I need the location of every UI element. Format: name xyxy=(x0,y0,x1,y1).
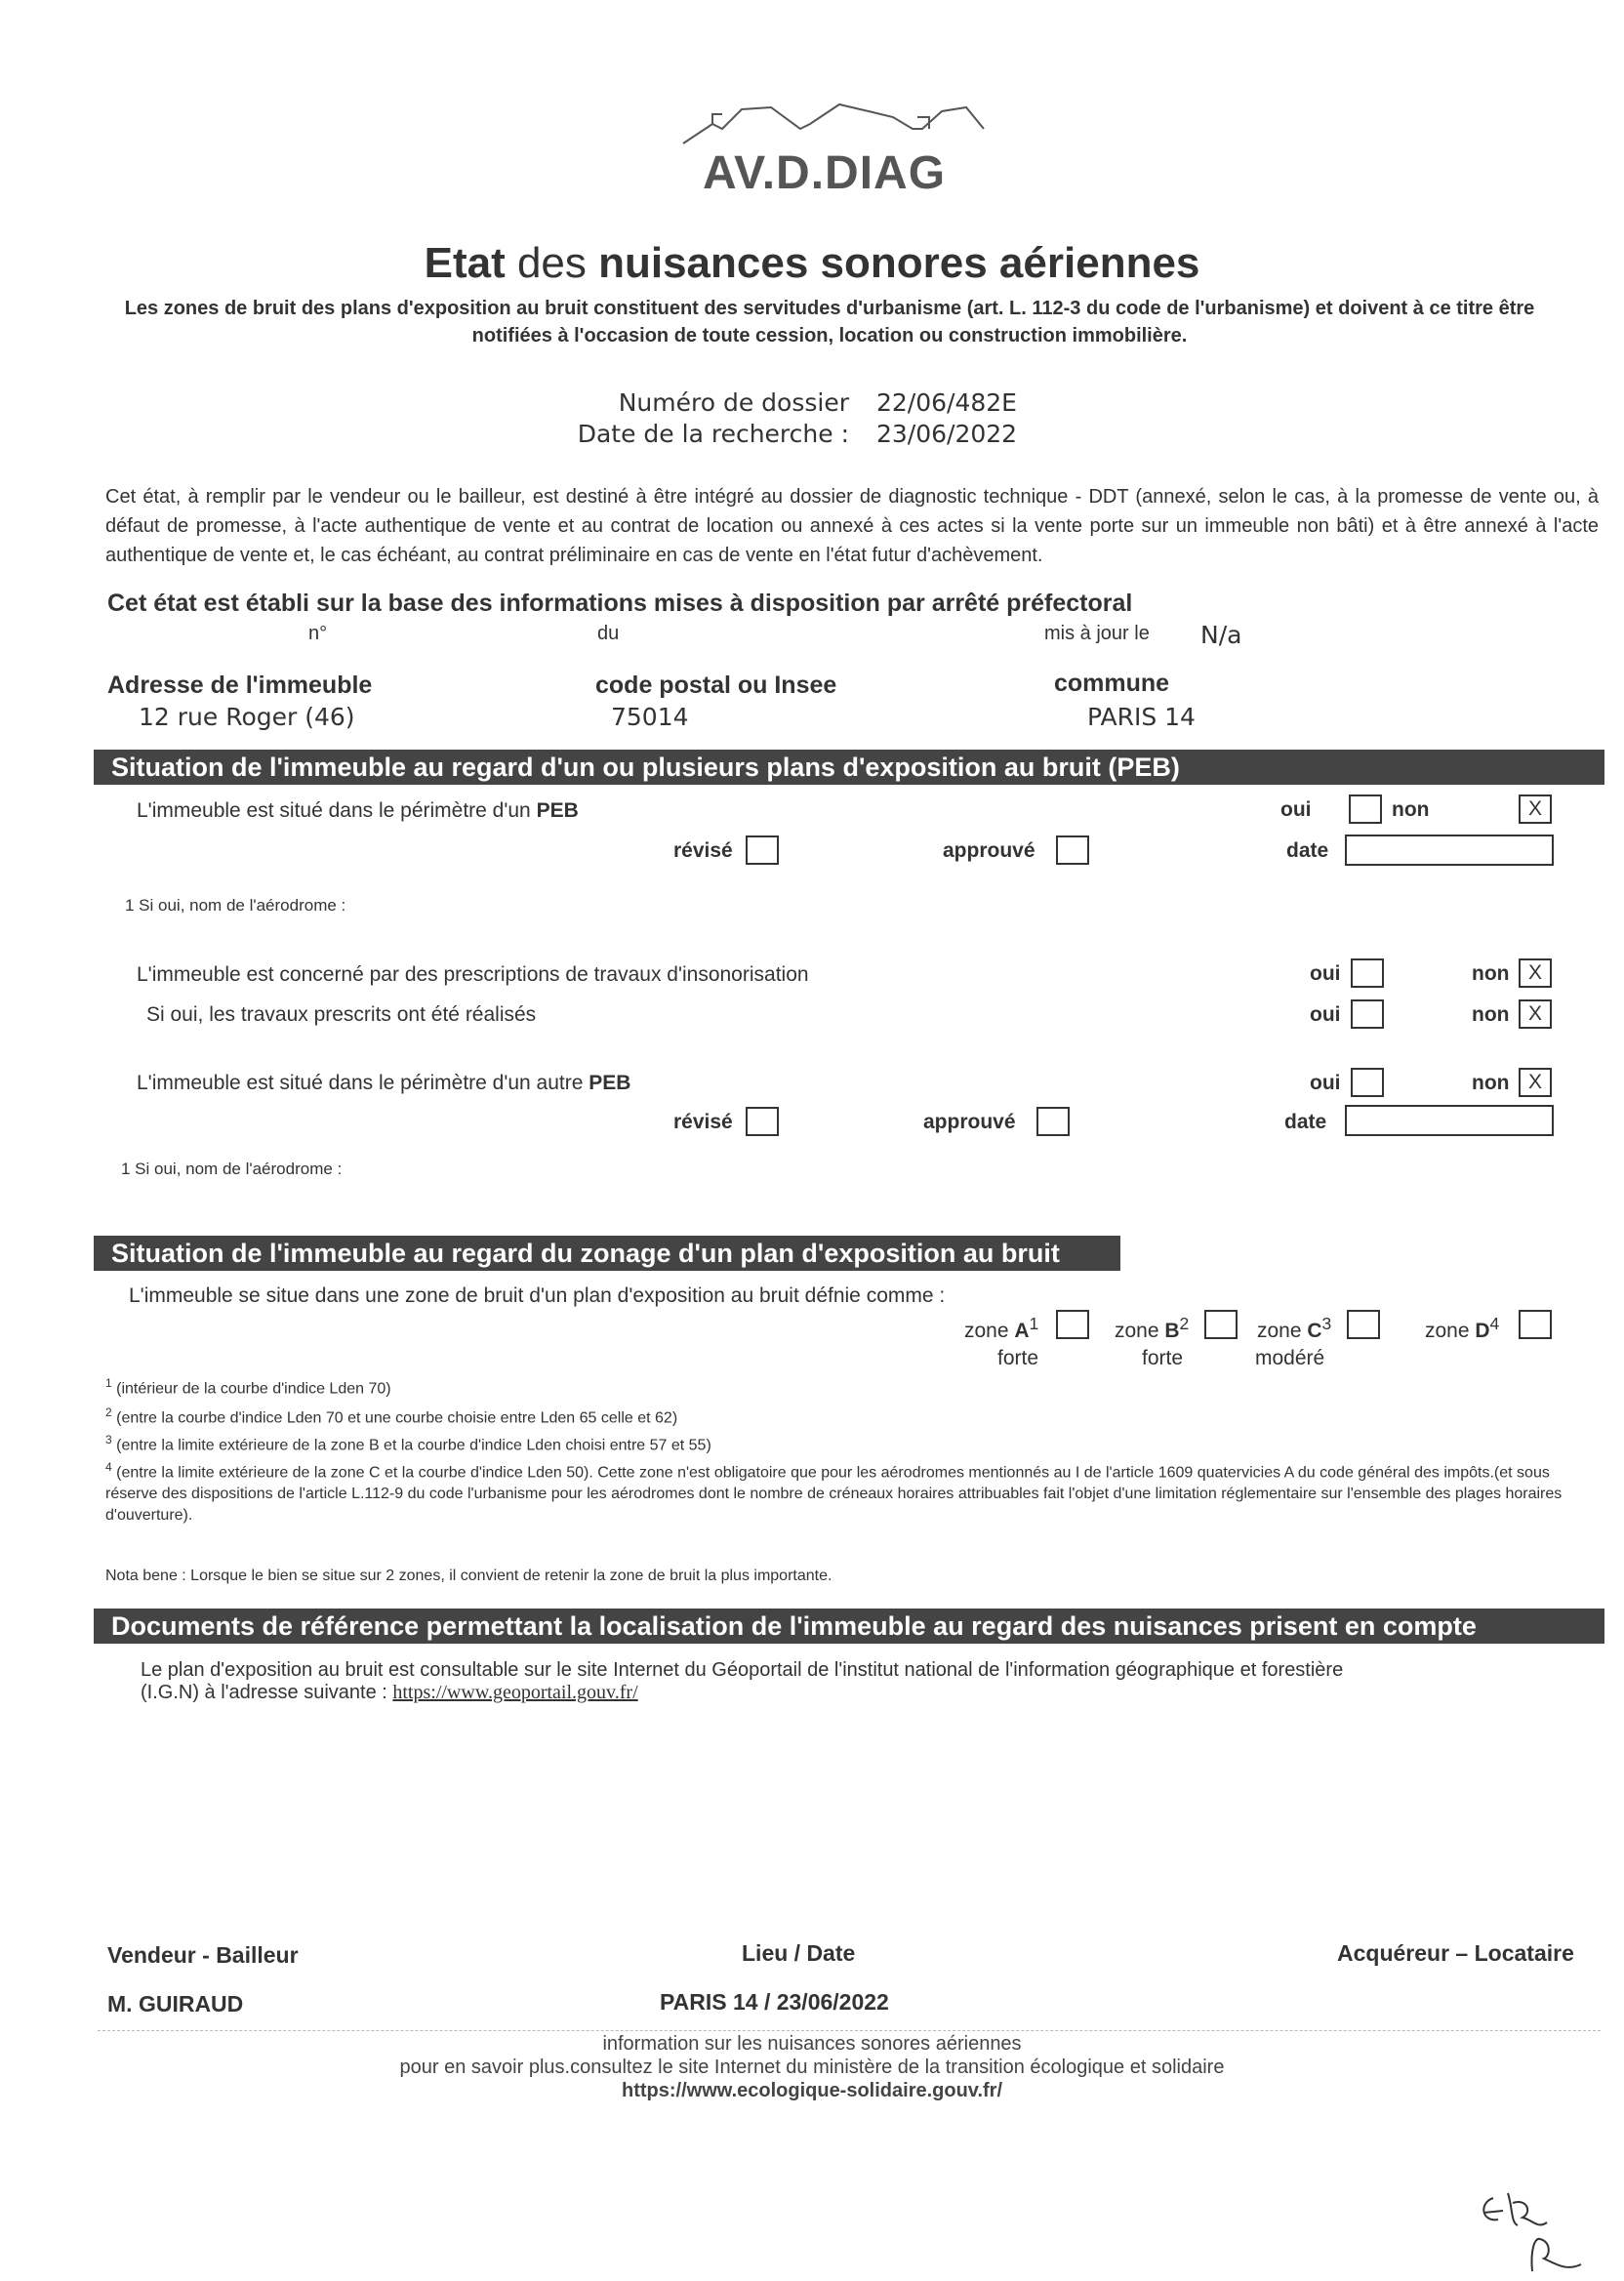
zone-a-checkbox[interactable] xyxy=(1056,1310,1089,1339)
postal-code-value: 75014 xyxy=(611,703,689,731)
autre-revise-label: révisé xyxy=(673,1111,733,1133)
address-label: Adresse de l'immeuble xyxy=(107,672,373,699)
peb-revise-checkbox[interactable] xyxy=(746,835,779,865)
section-zonage-header: Situation de l'immeuble au regard du zonage d'un plan d'exposition au bruit xyxy=(94,1236,1120,1271)
lieu-date-value: PARIS 14 / 23/06/2022 xyxy=(660,1989,889,2015)
zone-c-checkbox[interactable] xyxy=(1347,1310,1380,1339)
vendeur-value: M. GUIRAUD xyxy=(107,1991,244,2016)
commune-label: commune xyxy=(1054,670,1170,697)
documents-text: Le plan d'exposition au bruit est consultable sur le site Internet du Géoportail de l'institut national de l'information géographique et forestière (I.G.N) à l'adresse suivante : https://www.geoportail.gouv.fr/ xyxy=(141,1659,1344,1703)
zone-d-label: zone $D^4$ xyxy=(1425,1314,1500,1342)
peb-oui-label: oui xyxy=(1280,798,1312,821)
zone-a-label: zone $A^1$ xyxy=(964,1314,1039,1342)
vendeur-label: Vendeur - Bailleur xyxy=(107,1942,299,1968)
handwritten-initials xyxy=(1474,2179,1601,2276)
autre-approuve-label: approuvé xyxy=(923,1111,1016,1133)
peb-revise-label: révisé xyxy=(673,839,733,862)
travaux-row-label: L'immeuble est concerné par des prescriptions de travaux d'insonorisation xyxy=(137,963,809,986)
peb-approuve-label: approuvé xyxy=(943,839,1035,862)
zone-b-label: zone $B^2$ xyxy=(1115,1314,1190,1342)
section-peb-header: Situation de l'immeuble au regard d'un ou plusieurs plans d'exposition au bruit (PEB) xyxy=(94,750,1604,785)
peb-row-label: L'immeuble est situé dans le périmètre d'un PEB xyxy=(137,799,579,822)
autre-revise-checkbox[interactable] xyxy=(746,1107,779,1136)
travaux-oui-checkbox[interactable] xyxy=(1351,958,1384,988)
footnote-1: $^1$ (intérieur de la courbe d'indice Lden 70) xyxy=(105,1376,391,1398)
zonage-intro: L'immeuble se situe dans une zone de bruit d'un plan d'exposition au bruit défnie comme : xyxy=(129,1284,946,1307)
lieu-date-label: Lieu / Date xyxy=(742,1940,856,1966)
footnote-4: $^4$ (entre la limite extérieure de la zone C et la courbe d'indice Lden 50). Cette zone n'est obligatoire que pour les aérodromes mentionnés au I de l'article 1609 quatervicies A du code général des impôts.(et sous réserve des dispositions de l'article L.112-9 du code l'urbanisme pour les aérodromes dont le nombre de créneaux horaires attribuables fait l'objet d'une limitation réglementaire sur l'ensemble des plages horaires d'ouverture). xyxy=(105,1460,1563,1525)
search-date-label: Date de la recherche : xyxy=(577,420,849,448)
realises-row-label: Si oui, les travaux prescrits ont été réalisés xyxy=(146,1003,537,1026)
company-logo xyxy=(673,90,986,207)
autre-date-label: date xyxy=(1284,1111,1327,1133)
geoportail-link[interactable]: https://www.geoportail.gouv.fr/ xyxy=(392,1682,638,1703)
footer-link[interactable]: https://www.ecologique-solidaire.gouv.fr/ xyxy=(621,2080,1003,2101)
peb-date-label: date xyxy=(1286,839,1329,862)
realises-oui-checkbox[interactable] xyxy=(1351,999,1384,1029)
initials-signature-icon xyxy=(1474,2179,1601,2276)
nota-bene: Nota bene : Lorsque le bien se situe sur 2 zones, il convient de retenir la zone de bruit la plus importante. xyxy=(105,1568,832,1584)
travaux-non-checkbox[interactable]: X xyxy=(1519,958,1552,988)
address-value: 12 rue Roger (46) xyxy=(139,703,355,731)
autre-non-checkbox[interactable]: X xyxy=(1519,1068,1552,1097)
peb-oui-checkbox[interactable] xyxy=(1349,794,1382,824)
acquereur-label: Acquéreur – Locataire xyxy=(1337,1940,1574,1966)
autre-peb-row-label: L'immeuble est situé dans le périmètre d'un autre PEB xyxy=(137,1072,631,1094)
subtitle: Les zones de bruit des plans d'exposition au bruit constituent des servitudes d'urbanisme (art. L. 112-3 du code de l'urbanisme) et doivent à ce titre être notifiées à l'occasion de toute cession, location ou construction immobilière. xyxy=(124,298,1535,346)
zone-d-checkbox[interactable] xyxy=(1519,1310,1552,1339)
dossier-number-value: 22/06/482E xyxy=(876,388,1017,417)
autre-oui-checkbox[interactable] xyxy=(1351,1068,1384,1097)
realises-oui-label: oui xyxy=(1310,1003,1341,1026)
peb-approuve-checkbox[interactable] xyxy=(1056,835,1089,865)
arrete-maj-label: mis à jour le xyxy=(1044,623,1150,644)
footer xyxy=(0,2032,1624,2102)
travaux-oui-label: oui xyxy=(1310,962,1341,985)
footer-line-2: pour en savoir plus.consultez le site Internet du ministère de la transition écologique et solidaire xyxy=(399,2057,1225,2078)
arrete-heading: Cet état est établi sur la base des informations mises à disposition par arrêté préfectoral xyxy=(107,590,1133,617)
autre-date-field[interactable] xyxy=(1345,1105,1554,1136)
autre-non-label: non xyxy=(1472,1072,1510,1094)
zone-c-desc: modéré xyxy=(1255,1347,1325,1369)
commune-value: PARIS 14 xyxy=(1087,703,1196,731)
logo-text: AV.D.DIAG xyxy=(703,147,947,199)
arrete-n-label: n° xyxy=(308,623,328,644)
footer-divider xyxy=(98,2030,1601,2031)
search-date-value: 23/06/2022 xyxy=(876,420,1018,448)
zone-a-desc: forte xyxy=(997,1347,1039,1369)
realises-non-checkbox[interactable]: X xyxy=(1519,999,1552,1029)
intro-paragraph: Cet état, à remplir par le vendeur ou le bailleur, est destiné à être intégré au dossier de diagnostic technique - DDT (annexé, selon le cas, à la promesse de vente ou, à défaut de promesse, à l'acte authentique de vente et au contrat de location ou annexé à ces actes si la vente porte sur un immeuble non bâti) et à être annexé à l'acte authentique de vente et, le cas échéant, au contrat préliminaire en cas de vente en l'état futur d'achèvement. xyxy=(105,486,1599,566)
arrete-du-label: du xyxy=(597,623,620,644)
autre-oui-label: oui xyxy=(1310,1072,1341,1094)
dossier-number-label: Numéro de dossier xyxy=(618,388,849,417)
zone-b-checkbox[interactable] xyxy=(1204,1310,1238,1339)
page-title: Etat des nuisances sonores aériennes xyxy=(424,239,1200,287)
aerodrome-label-2: 1 Si oui, nom de l'aérodrome : xyxy=(121,1160,343,1178)
travaux-non-label: non xyxy=(1472,962,1510,985)
footer-line-1: information sur les nuisances sonores aériennes xyxy=(602,2033,1022,2055)
peb-non-checkbox[interactable]: X xyxy=(1519,794,1552,824)
aerodrome-label: 1 Si oui, nom de l'aérodrome : xyxy=(125,896,346,915)
zone-c-label: zone $C^3$ xyxy=(1257,1314,1332,1342)
footnote-2: $^2$ (entre la courbe d'indice Lden 70 et une courbe choisie entre Lden 65 celle et 62) xyxy=(105,1405,678,1427)
arrete-maj-value: N/a xyxy=(1200,621,1242,649)
peb-non-label: non xyxy=(1392,798,1430,821)
section-documents-header: Documents de référence permettant la localisation de l'immeuble au regard des nuisances prisent en compte xyxy=(94,1609,1604,1644)
zone-b-desc: forte xyxy=(1142,1347,1184,1369)
footnote-3: $^3$ (entre la limite extérieure de la zone B et la courbe d'indice Lden choisi entre 57 et 55) xyxy=(105,1433,711,1454)
realises-non-label: non xyxy=(1472,1003,1510,1026)
autre-approuve-checkbox[interactable] xyxy=(1036,1107,1070,1136)
peb-date-field[interactable] xyxy=(1345,835,1554,866)
postal-code-label: code postal ou Insee xyxy=(595,672,837,699)
